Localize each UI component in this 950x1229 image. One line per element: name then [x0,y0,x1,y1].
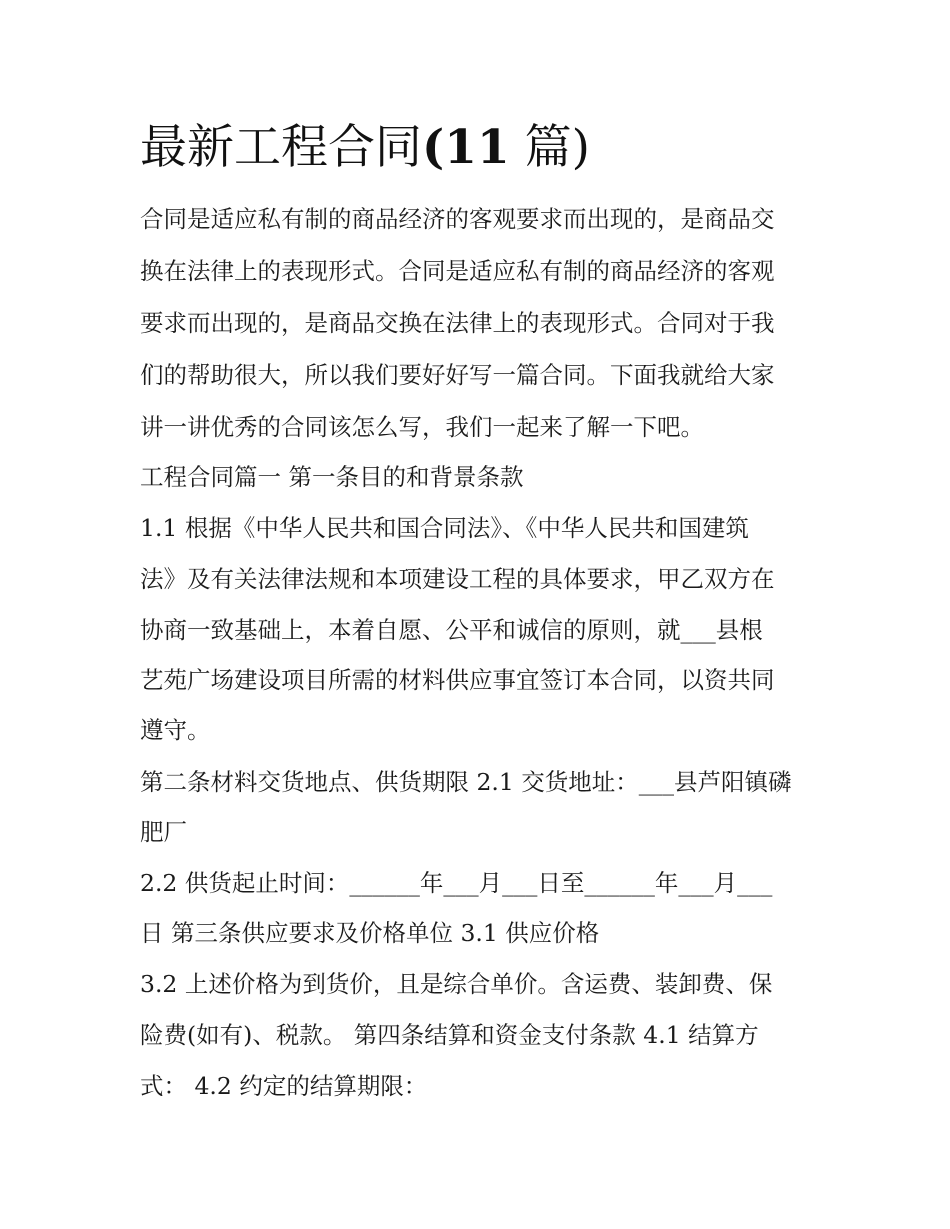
paragraph-line: 协商一致基础上，本着自愿、公平和诚信的原则，就___县根 [140,616,763,644]
paragraph-line: 2.2 供货起止时间：______年___月___日至______年___月___ [140,869,773,897]
paragraph-line: 3.2 上述价格为到货价，且是综合单价。含运费、装卸费、保 [140,970,773,998]
section-heading: 工程合同篇一 第一条目的和背景条款 [140,463,524,491]
title-suffix: 篇) [509,120,590,175]
title-text: 最新工程合同 [140,120,422,175]
paragraph-line: 艺苑广场建设项目所需的材料供应事宜签订本合同，以资共同 [140,666,775,694]
paragraph-line: 1.1 根据《中华人民共和国合同法》、《中华人民共和国建筑 [140,514,749,542]
paragraph-line: 肥厂 [140,818,187,846]
paragraph-line: 遵守。 [140,716,211,744]
paragraph-line: 日 第三条供应要求及价格单位 3.1 供应价格 [140,919,600,947]
paragraph-line: 式： 4.2 约定的结算期限： [140,1072,428,1100]
paragraph-line: 要求而出现的，是商品交换在法律上的表现形式。合同对于我 [140,309,775,337]
document-title [140,113,590,183]
paragraph-line: 合同是适应私有制的商品经济的客观要求而出现的，是商品交 [140,205,775,233]
paragraph-line: 第二条材料交货地点、供货期限 2.1 交货地址：___县芦阳镇磷 [140,768,792,796]
paragraph-line: 法》及有关法律法规和本项建设工程的具体要求，甲乙双方在 [140,565,775,593]
paragraph-line: 们的帮助很大，所以我们要好好写一篇合同。下面我就给大家 [140,361,775,389]
paragraph-line: 讲一讲优秀的合同该怎么写，我们一起来了解一下吧。 [140,413,704,441]
paragraph-line: 险费(如有)、税款。 第四条结算和资金支付条款 4.1 结算方 [140,1021,759,1049]
paragraph-line: 换在法律上的表现形式。合同是适应私有制的商品经济的客观 [140,257,775,285]
title-count: (11 [422,120,510,175]
